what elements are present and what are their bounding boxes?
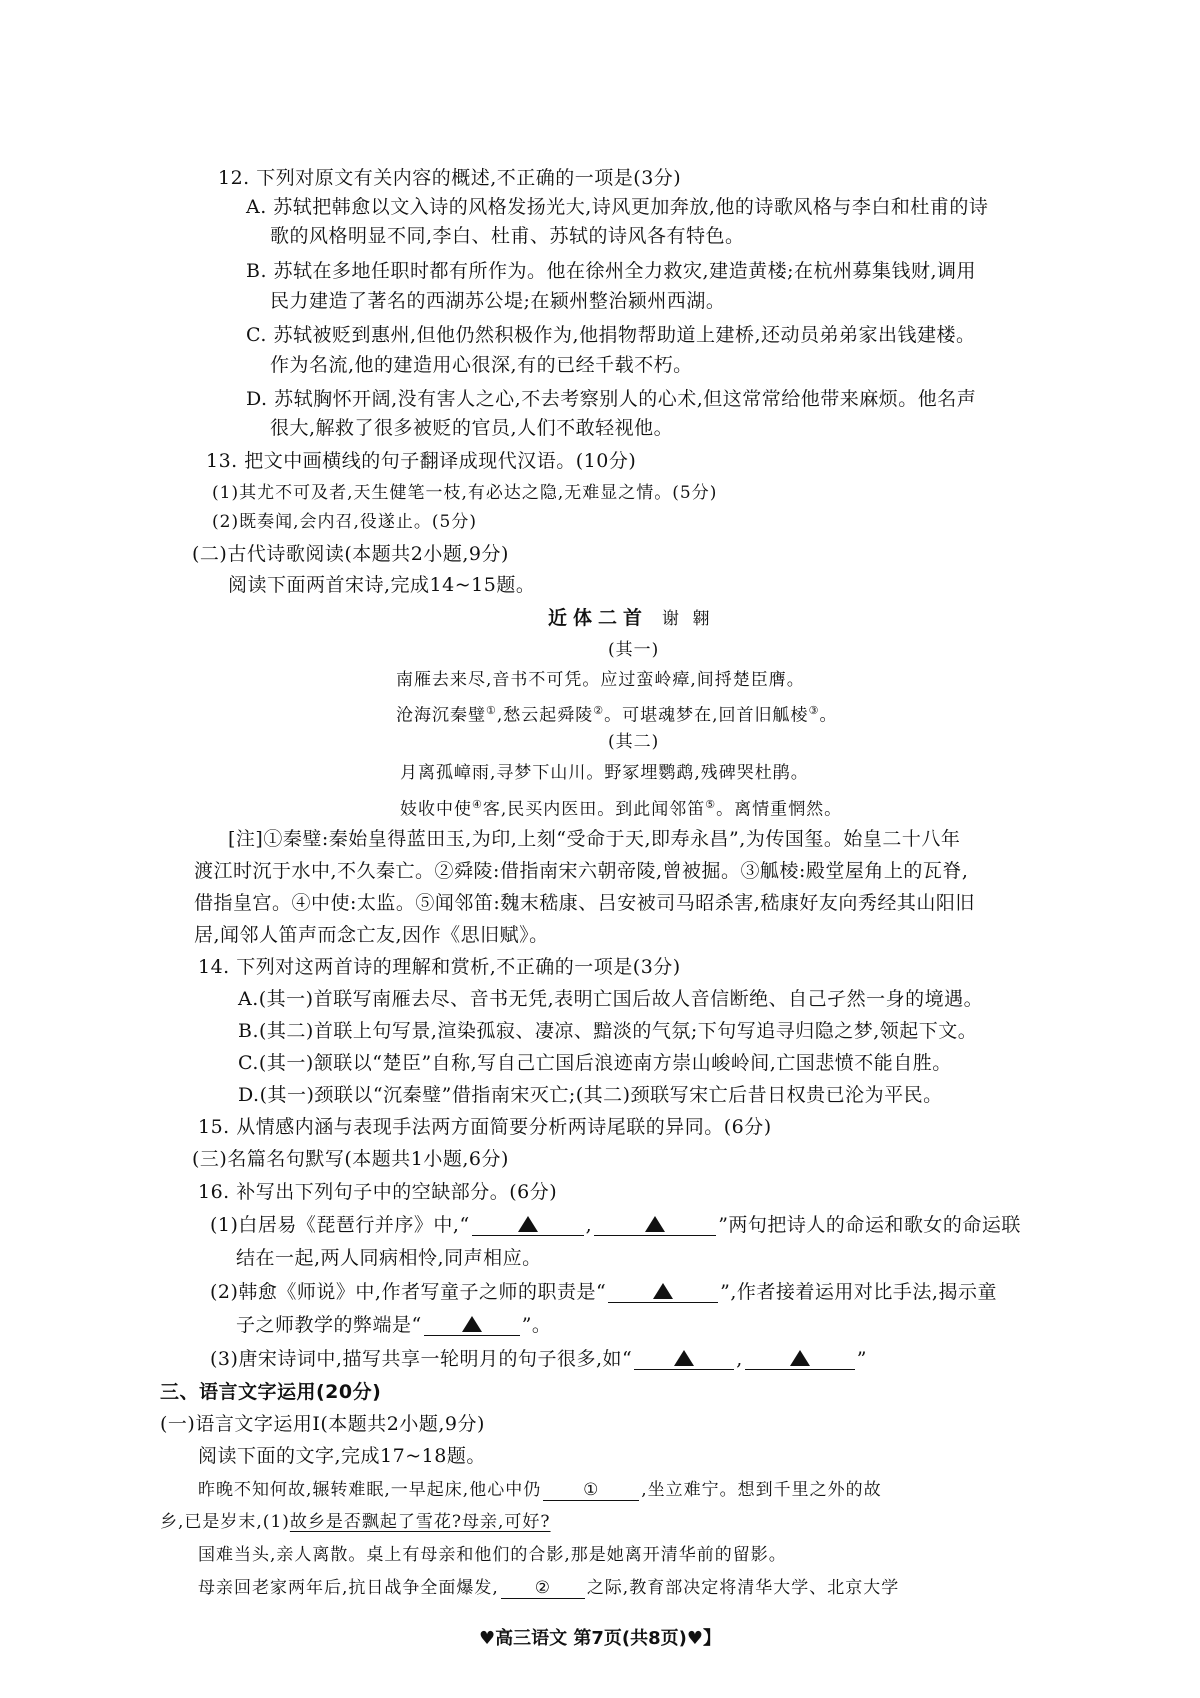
poem-1-line-2-seg-a: 沧海沉秦璧	[396, 705, 486, 726]
q16-item-1-text-a: (1)白居易《琵琶行并序》中,“	[210, 1214, 470, 1236]
q12-option-d-line1: D. 苏轼胸怀开阔,没有害人之心,不去考察别人的心术,但这常常给他带来麻烦。他名声	[246, 388, 977, 410]
poem-1-line-1: 南雁去来尽,音书不可凭。应过蛮岭瘴,间捋楚臣膺。	[396, 670, 805, 690]
answer-triangle-icon	[462, 1316, 482, 1332]
footnote-mark-1: ①	[486, 704, 497, 717]
q12-option-b-line2: 民力建造了著名的西湖苏公堤;在颍州整治颍州西湖。	[270, 290, 726, 312]
footnote-mark-5: ⑤	[705, 798, 717, 811]
q12-option-d-line2: 很大,解救了很多被贬的官员,人们不敢轻视他。	[270, 417, 674, 439]
poem-2-line-2-seg-b: 客,民买内医田。到此闻邻笛	[482, 799, 706, 820]
q12-option-a-line1: A. 苏轼把韩愈以文入诗的风格发扬光大,诗风更加奔放,他的诗歌风格与李白和杜甫的诗	[246, 196, 989, 218]
q14-option-a: A.(其一)首联写南雁去尽、音书无凭,表明亡国后故人音信断绝、自己孑然一身的境遇。	[238, 988, 984, 1010]
poem-2-line-2	[400, 791, 842, 824]
poem-note-line-4: 居,闻邻人笛声而念亡友,因作《思旧赋》。	[194, 924, 549, 946]
passage-line-4-b: 之际,教育部决定将清华大学、北京大学	[586, 1578, 900, 1598]
answer-triangle-icon	[653, 1283, 673, 1299]
answer-triangle-icon	[674, 1350, 694, 1366]
poem-title	[548, 604, 713, 633]
poem-note-line-2: 渡江时沉于水中,不久秦亡。②舜陵:借指南宋六朝帝陵,曾被掘。③觚棱:殿堂屋角上的瓦脊,	[194, 860, 969, 882]
q15-stem: 15. 从情感内涵与表现手法两方面简要分析两诗尾联的异同。(6分)	[198, 1116, 772, 1138]
page-footer	[0, 1624, 1200, 1650]
passage-line-4	[198, 1574, 899, 1602]
section-poetry-heading: (二)古代诗歌阅读(本题共2小题,9分)	[192, 543, 509, 565]
q16-item-1	[210, 1211, 1021, 1239]
passage-line-3: 国难当头,亲人离散。桌上有母亲和他们的合影,那是她离开清华前的留影。	[198, 1545, 787, 1565]
q16-stem: 16. 补写出下列句子中的空缺部分。(6分)	[198, 1181, 558, 1203]
q16-item-1-cont: 结在一起,两人同病相怜,同声相应。	[236, 1247, 542, 1269]
q14-option-c: C.(其一)颔联以“楚臣”自称,写自己亡国后浪迹南方崇山峻岭间,亡国悲愤不能自胜。	[238, 1052, 952, 1074]
footnote-mark-3: ③	[808, 704, 820, 717]
section-recitation-heading: (三)名篇名句默写(本题共1小题,6分)	[192, 1148, 509, 1170]
q16-blank-5[interactable]	[634, 1349, 734, 1370]
q16-item-2-text-a: (2)韩愈《师说》中,作者写童子之师的职责是“	[210, 1281, 607, 1303]
poem-1-line-2-seg-d: 。	[819, 705, 838, 726]
q16-item-2-text-c: 子之师教学的弊端是“	[236, 1314, 422, 1336]
part3-subheading: (一)语言文字运用Ⅰ(本题共2小题,9分)	[160, 1413, 485, 1435]
q12-stem: 12. 下列对原文有关内容的概述,不正确的一项是(3分)	[218, 167, 682, 189]
q16-item-2-cont	[236, 1311, 551, 1339]
q14-option-b: B.(其二)首联上句写景,渲染孤寂、凄凉、黯淡的气氛;下句写追寻归隐之梦,领起下文。	[238, 1020, 978, 1042]
poem-note-line-1: [注]①秦璧:秦始皇得蓝田玉,为印,上刻“受命于天,即寿永昌”,为传国玺。始皇二十八年	[228, 828, 961, 850]
poem-author: 谢 翱	[662, 609, 714, 629]
passage-line-2	[160, 1508, 551, 1536]
q16-item-2-text-b: ”,作者接着运用对比手法,揭示童	[720, 1281, 997, 1303]
poem-part-1-label: (其一)	[608, 640, 660, 660]
q14-option-d: D.(其一)颈联以“沉秦璧”借指南宋灭亡;(其二)颈联写宋亡后昔日权贵已沦为平民。	[238, 1084, 943, 1106]
passage-blank-1[interactable]: ①	[543, 1480, 639, 1501]
passage-line-4-a: 母亲回老家两年后,抗日战争全面爆发,	[198, 1578, 499, 1598]
footnote-mark-2: ②	[593, 704, 605, 717]
passage-line-1	[198, 1476, 882, 1504]
q16-item-3-sep: ,	[736, 1348, 743, 1370]
q13-stem: 13. 把文中画横线的句子翻译成现代汉语。(10分)	[206, 450, 637, 472]
poem-2-line-1: 月离孤嶂雨,寻梦下山川。野冢埋鹦鹉,残碑哭杜鹃。	[400, 763, 809, 783]
poem-1-line-2	[396, 697, 837, 730]
q13-sentence-2: (2)既奏闻,会内召,役遂止。(5分)	[212, 512, 477, 532]
q16-blank-1[interactable]	[472, 1215, 584, 1236]
heart-icon: ♥	[478, 1628, 496, 1649]
q14-stem: 14. 下列对这两首诗的理解和赏析,不正确的一项是(3分)	[198, 956, 681, 978]
answer-triangle-icon	[518, 1216, 538, 1232]
q16-item-3	[210, 1345, 867, 1373]
poem-1-line-2-seg-c: 。可堪魂梦在,回首旧觚棱	[604, 705, 809, 726]
q12-option-a-line2: 歌的风格明显不同,李白、杜甫、苏轼的诗风各有特色。	[270, 225, 745, 247]
q16-item-1-sep: ,	[585, 1214, 593, 1236]
answer-triangle-icon	[790, 1350, 810, 1366]
q12-option-c-line2: 作为名流,他的建造用心很深,有的已经千载不朽。	[270, 354, 693, 376]
q16-blank-4[interactable]	[424, 1315, 520, 1336]
poetry-intro: 阅读下面两首宋诗,完成14~15题。	[228, 574, 536, 596]
q16-item-3-text-b: ”	[856, 1348, 867, 1370]
poem-2-line-2-seg-a: 妓收中使	[400, 799, 472, 820]
passage-line-1-a: 昨晚不知何故,辗转难眠,一早起床,他心中仍	[198, 1480, 542, 1500]
q16-item-3-text-a: (3)唐宋诗词中,描写共享一轮明月的句子很多,如“	[210, 1348, 633, 1370]
q13-sentence-1: (1)其尤不可及者,天生健笔一枝,有必达之隐,无难显之情。(5分)	[212, 483, 718, 503]
passage-underlined-sentence: 故乡是否飘起了雪花?母亲,可好?	[289, 1512, 551, 1532]
q12-option-c-line1: C. 苏轼被贬到惠州,但他仍然积极作为,他捐物帮助道上建桥,还动员弟弟家出钱建楼。	[246, 324, 976, 346]
poem-note-line-3: 借指皇宫。④中使:太监。⑤闻邻笛:魏末嵇康、吕安被司马昭杀害,嵇康好友向秀经其山阳旧	[194, 892, 975, 914]
q12-option-b-line1: B. 苏轼在多地任职时都有所作为。他在徐州全力救灾,建造黄楼;在杭州募集钱财,调用	[246, 260, 977, 282]
q16-item-2	[210, 1278, 997, 1306]
passage-line-2-a: 乡,已是岁末,(1)	[160, 1512, 290, 1532]
footer-page-label: 高三语文 第7页(共8页)	[495, 1628, 687, 1649]
part3-heading: 三、语言文字运用(20分)	[160, 1381, 382, 1403]
part3-intro: 阅读下面的文字,完成17~18题。	[198, 1445, 486, 1467]
q16-blank-3[interactable]	[608, 1282, 718, 1303]
poem-title-text: 近体二首	[548, 607, 649, 629]
passage-line-1-b: ,坐立难宁。想到千里之外的故	[641, 1480, 882, 1500]
q16-item-2-text-d: ”。	[521, 1314, 552, 1336]
answer-triangle-icon	[645, 1216, 665, 1232]
poem-part-2-label: (其二)	[608, 732, 660, 752]
poem-2-line-2-seg-c: 。离情重惘然。	[716, 799, 843, 820]
passage-blank-2[interactable]: ②	[501, 1578, 585, 1599]
q16-item-1-text-b: ”两句把诗人的命运和歌女的命运联	[718, 1214, 1021, 1236]
q16-blank-2[interactable]	[594, 1215, 716, 1236]
poem-1-line-2-seg-b: ,愁云起舜陵	[496, 705, 594, 726]
heart-icon: ♥】	[686, 1628, 722, 1649]
q16-blank-6[interactable]	[745, 1349, 855, 1370]
footnote-mark-4: ④	[472, 798, 483, 811]
